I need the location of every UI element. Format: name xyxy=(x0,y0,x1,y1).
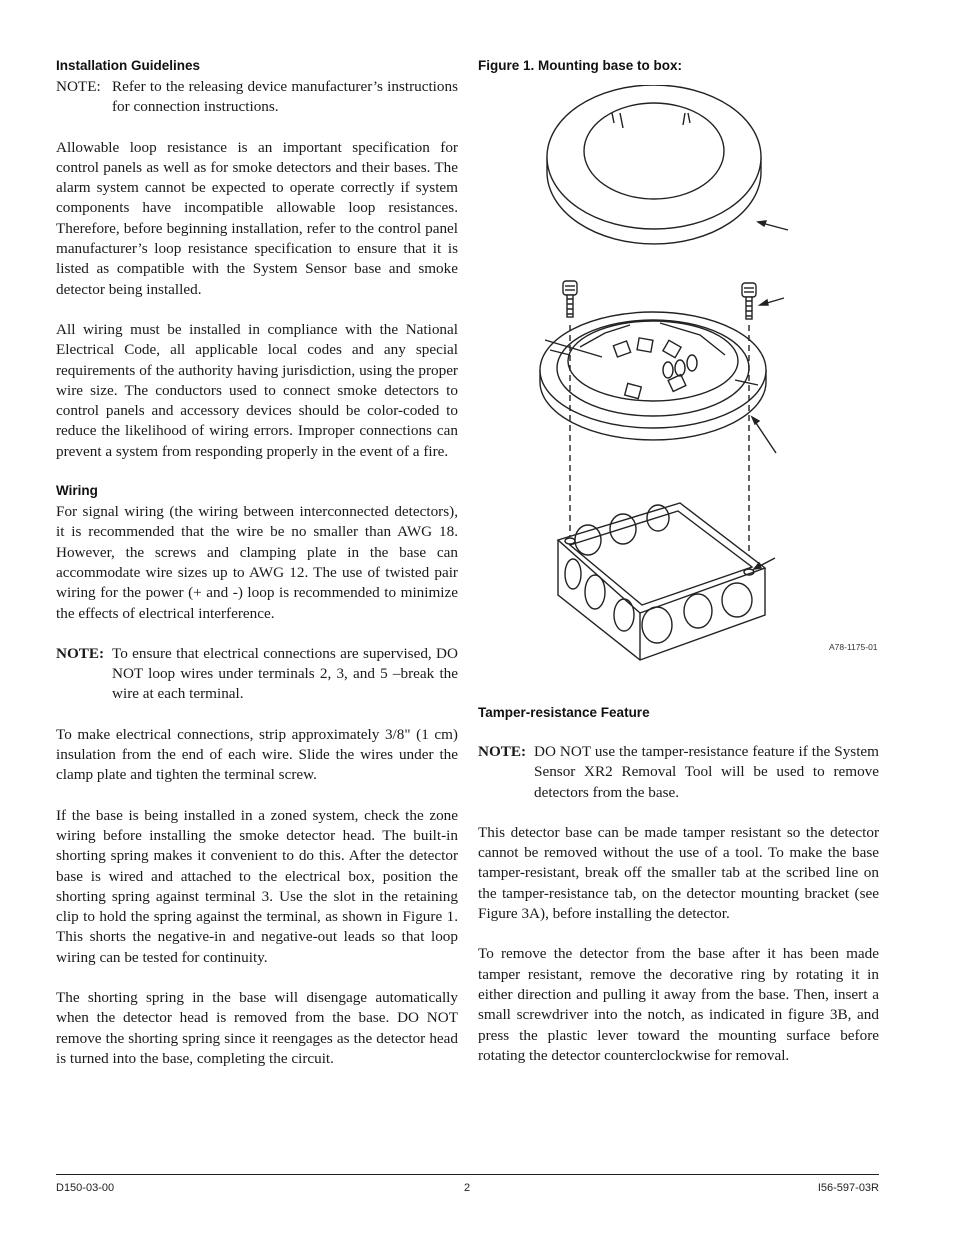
screw-right xyxy=(742,283,784,319)
note-text: Refer to the releasing device manufacturer’s instructions for connection instructions. xyxy=(112,78,458,116)
electrical-box xyxy=(558,503,775,660)
note-removal-tool xyxy=(478,742,879,803)
tamper-resistant-paragraph: This detector base can be made tamper resistant so the detector cannot be removed without the use of a tool. To make the base tamper-resistant, break off the smaller tab at the scribed line on the tamper-resistance tab, on the detector mounting bracket (see Figure 3A), before installing the detector. xyxy=(478,823,879,923)
screw-left xyxy=(563,281,577,317)
remove-detector-paragraph: To remove the detector from the base after it has been made tamper resistant, remove the decorative ring by rotating it in either direction and pulling it away from the base. Then, insert a small screwdriver into the notch, as indicated in figure 3B, and press the plastic lever toward the mounting surface before rotating the detector counterclockwise for removal. xyxy=(478,945,879,1064)
mounting-base-diagram xyxy=(530,85,880,665)
note-label: NOTE: xyxy=(56,78,101,95)
footer-doc-code: D150-03-00 xyxy=(56,1182,115,1194)
figure-code: A78-1175-01 xyxy=(829,642,878,652)
footer-part-number: I56-597-03R xyxy=(817,1182,879,1194)
tamper-resistance-section xyxy=(478,704,879,1066)
note-supervised-connections xyxy=(56,644,458,705)
note-releasing-device xyxy=(56,77,458,118)
note-text: To ensure that electrical connections are supervised, DO NOT loop wires under terminals 2, 3, and 5 –break the wire at each terminal. xyxy=(112,644,458,703)
decorative-ring xyxy=(547,85,788,244)
note-text: DO NOT use the tamper-resistance feature if the System Sensor XR2 Removal Tool will be used to remove detectors from the base. xyxy=(534,743,879,801)
loop-resistance-paragraph: Allowable loop resistance is an important specification for control panels as well as for smoke detectors and their bases. The alarm system cannot be expected to operate correctly if system components have incompatible allowable loop resistances. Therefore, before beginning installation, refer to the control panel manufacturer’s loop resistance specification to ensure that it is listed as compatible with the System Sensor base and smoke detector being installed. xyxy=(56,138,458,298)
installation-guidelines-heading: Installation Guidelines xyxy=(56,58,201,73)
signal-wiring-paragraph: For signal wiring (the wiring between interconnected detectors), it is recommended that the wire be no smaller than AWG 18. However, the screws and clamping plate in the base can accommodate wire sizes up to AWG 12. The use of twisted pair wiring for the power (+ and -) loop is recommended to minimize the effects of electrical interference. xyxy=(56,503,458,622)
note-label: NOTE: xyxy=(56,644,105,662)
page-footer xyxy=(56,1174,879,1194)
shorting-spring-paragraph: The shorting spring in the base will disengage automatically when the detector head is removed from the base. DO NOT remove the shorting spring since it reengages as the detector head is turned into the base, completing the circuit. xyxy=(56,988,458,1067)
wiring-compliance-paragraph: All wiring must be installed in compliance with the National Electrical Code, all applicable local codes and any special requirements of the authority having jurisdiction, using the proper wire size. The conductors used to connect smoke detectors to control panels and accessory devices should be color-coded to reduce the likelihood of wiring errors. Improper connections can prevent a system from responding properly in the event of a fire. xyxy=(56,320,458,460)
wiring-heading: Wiring xyxy=(56,483,98,499)
detector-base xyxy=(540,312,776,453)
zoned-system-paragraph: If the base is being installed in a zoned system, check the zone wiring before installing the smoke detector head. The built-in shorting spring makes it convenient to do this. After the detector base is wired and attached to the electrical box, position the shorting spring against terminal 3. Use the slot in the retaining clip to hold the spring against the terminal, as shown in Figure 1. This shorts the negative-in and negative-out leads so that loop wiring can be tested for continuity. xyxy=(56,806,458,966)
note-label: NOTE: xyxy=(478,743,527,760)
strip-wire-paragraph: To make electrical connections, strip approximately 3/8" (1 cm) insulation from the end of each wire. Slide the wires under the clamp plate and tighten the terminal screw. xyxy=(56,725,458,784)
page-number: 2 xyxy=(464,1182,471,1194)
figure-title: Figure 1. Mounting base to box: xyxy=(478,58,682,73)
left-column xyxy=(56,57,458,1069)
tamper-resistance-heading: Tamper-resistance Feature xyxy=(478,705,650,720)
